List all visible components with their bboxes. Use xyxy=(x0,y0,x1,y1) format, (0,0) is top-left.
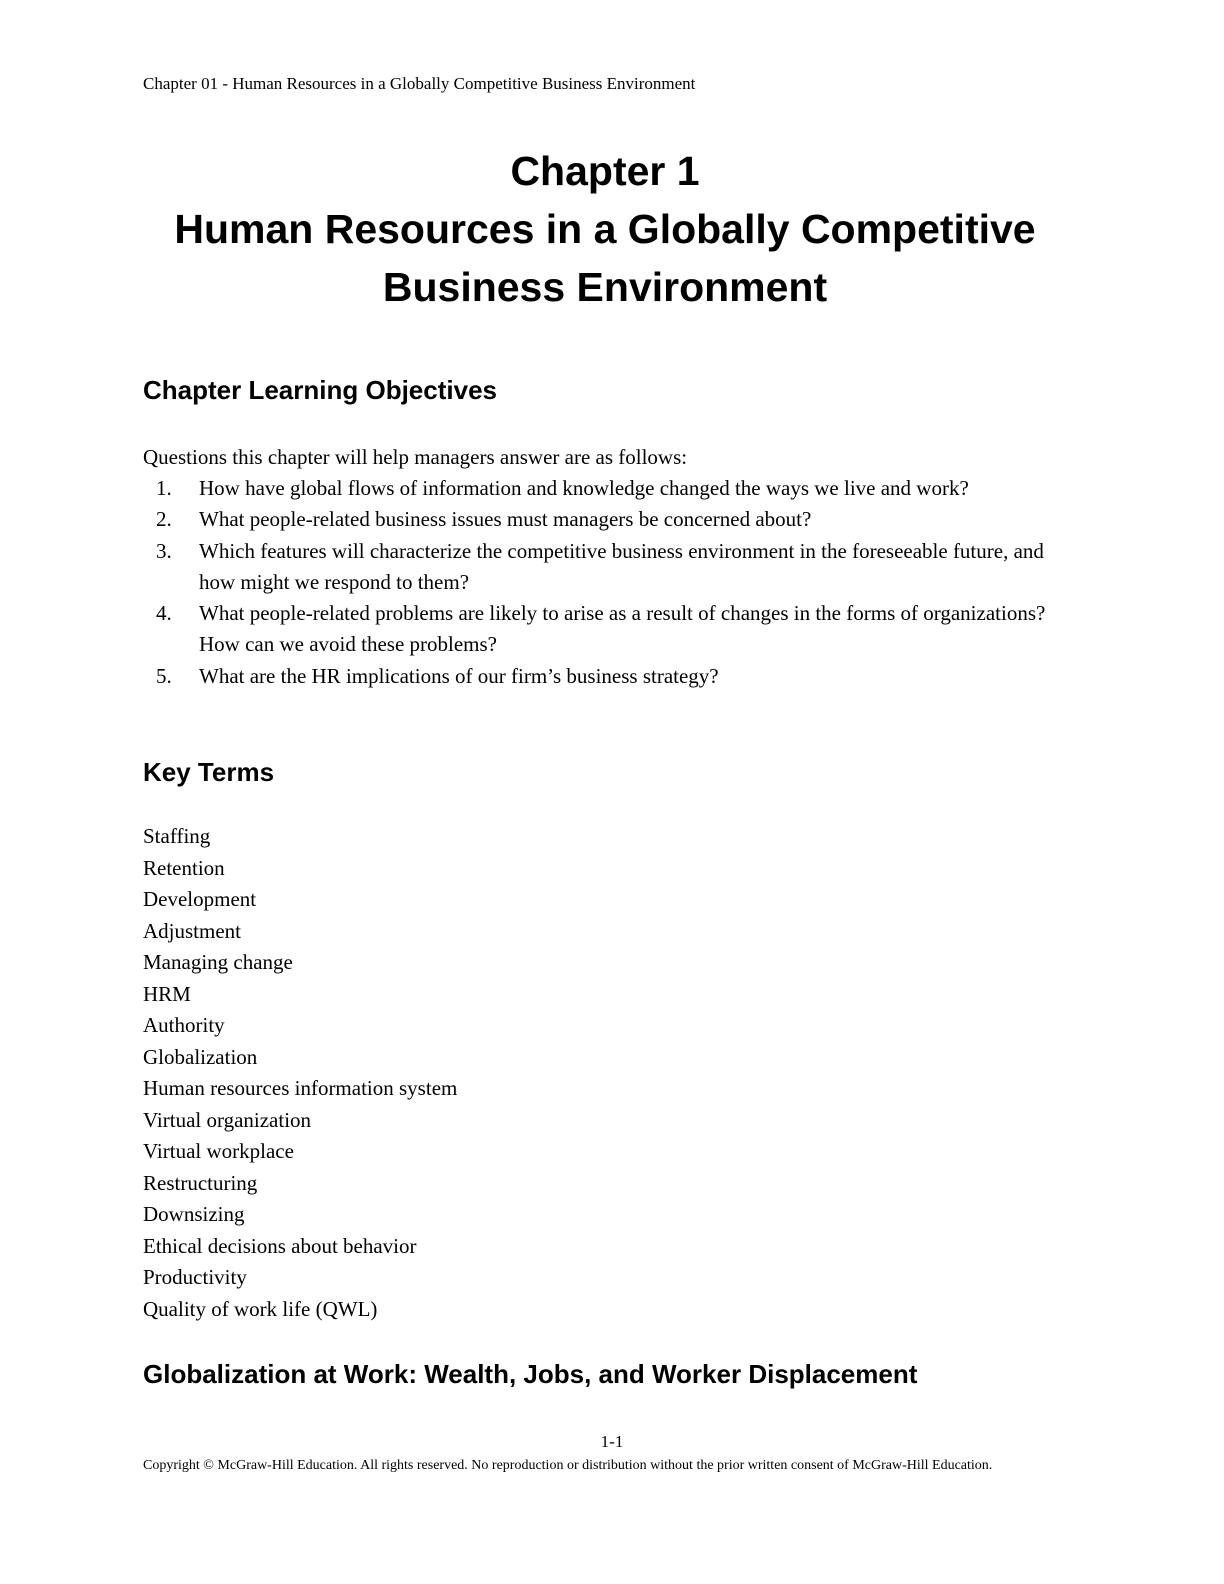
key-term: Retention xyxy=(143,855,225,880)
chapter-title-line-1: Human Resources in a Globally Competitive xyxy=(174,206,1036,252)
list-item-text: How have global flows of information and knowledge changed the ways we live and work? xyxy=(199,476,969,500)
key-term: Downsizing xyxy=(143,1202,245,1226)
key-terms-list xyxy=(143,821,457,1325)
running-header: Chapter 01 - Human Resources in a Globally Competitive Business Environment xyxy=(143,74,696,93)
learning-objectives-heading: Chapter Learning Objectives xyxy=(143,375,497,405)
list-item-text: What people-related business issues must managers be concerned about? xyxy=(199,507,812,532)
list-item-number: 4. xyxy=(156,601,172,626)
key-term: Globalization xyxy=(143,1044,258,1069)
list-item xyxy=(143,661,1063,692)
key-term: Virtual workplace xyxy=(143,1139,294,1163)
key-term: Human resources information system xyxy=(143,1076,458,1100)
list-item xyxy=(143,504,1063,535)
chapter-title-line-2: Business Environment xyxy=(382,264,828,310)
list-item-number: 5. xyxy=(156,663,172,688)
globalization-section-heading: Globalization at Work: Wealth, Jobs, and Worker Displacement xyxy=(143,1359,918,1389)
key-term: Virtual organization xyxy=(143,1107,312,1132)
key-term: Productivity xyxy=(143,1265,247,1289)
chapter-number: Chapter 1 xyxy=(510,148,700,194)
key-terms-heading: Key Terms xyxy=(143,757,275,787)
key-term: Restructuring xyxy=(143,1170,258,1195)
list-item xyxy=(143,473,1063,504)
objectives-list xyxy=(143,473,1063,692)
key-term: Managing change xyxy=(143,950,293,974)
key-term: Quality of work life (QWL) xyxy=(143,1296,378,1321)
list-item xyxy=(143,598,1063,661)
list-item xyxy=(143,536,1063,599)
list-item-text: What people-related problems are likely to arise as a result of changes in the forms of organizations? How can we avoid these problems? xyxy=(199,601,1046,657)
key-term: Staffing xyxy=(143,824,211,848)
key-term: Ethical decisions about behavior xyxy=(143,1233,417,1258)
key-term: Development xyxy=(143,887,257,911)
chapter-title xyxy=(100,142,1110,316)
list-item-number: 3. xyxy=(156,538,172,563)
key-term: Adjustment xyxy=(143,918,241,943)
list-item-number: 2. xyxy=(156,507,172,532)
list-item-number: 1. xyxy=(156,476,172,500)
key-term: HRM xyxy=(143,981,191,1006)
key-term: Authority xyxy=(143,1013,225,1037)
page-number: 1-1 xyxy=(600,1432,624,1451)
list-item-text: What are the HR implications of our firm’s business strategy? xyxy=(199,663,719,688)
copyright-notice: Copyright © McGraw-Hill Education. All rights reserved. No reproduction or distribution without the prior written consent of McGraw-Hill Education. xyxy=(143,1458,993,1473)
list-item-text: Which features will characterize the competitive business environment in the foreseeable future, and how might we respond to them? xyxy=(199,538,1044,594)
objectives-intro: Questions this chapter will help managers answer are as follows: xyxy=(143,445,688,469)
